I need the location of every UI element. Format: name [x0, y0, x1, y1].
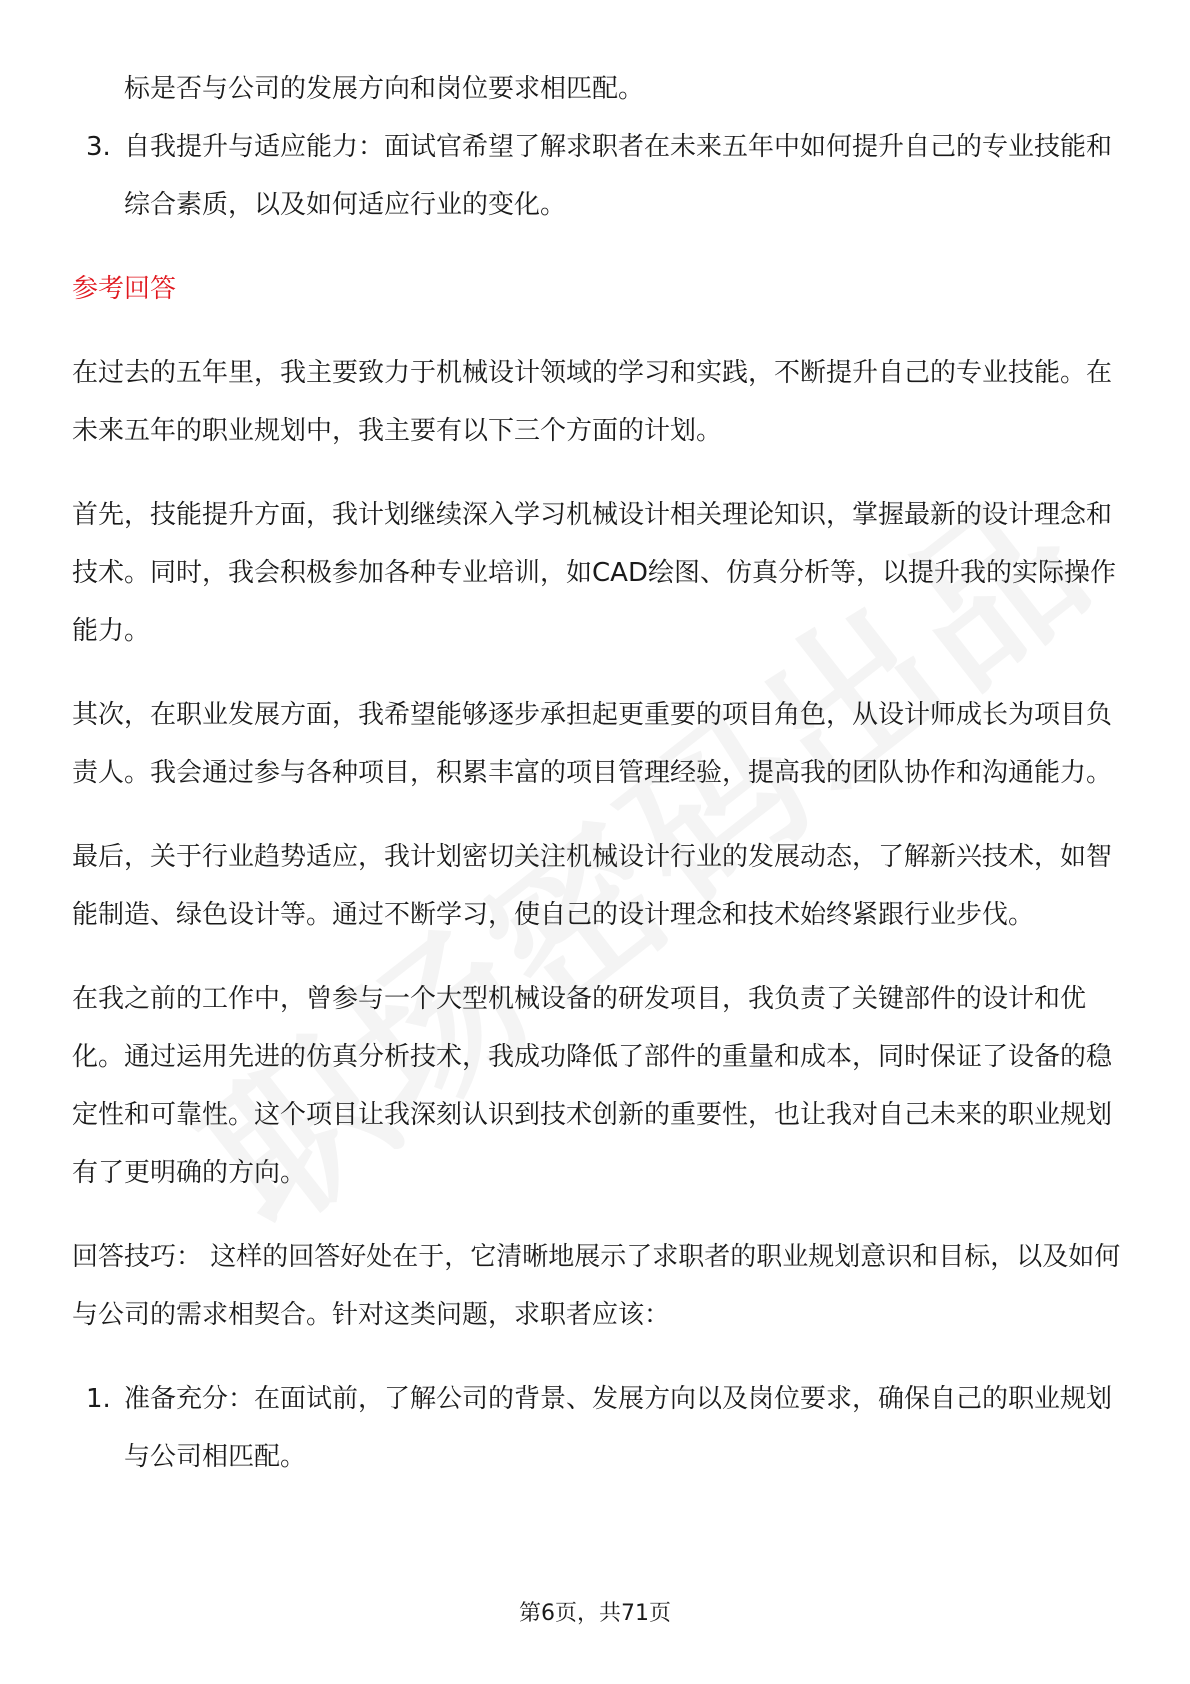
section-heading: 参考回答	[72, 274, 177, 304]
paragraph-2: 首先，技能提升方面，我计划继续深入学习机械设计相关理论知识，掌握最新的设计理念和技术。同时，我会积极参加各种专业培训，如CAD绘图、仿真分析等，以提升我的实际操作能力。	[72, 500, 1116, 646]
answer-tips-paragraph: 回答技巧： 这样的回答好处在于，它清晰地展示了求职者的职业规划意识和目标，以及如何与公司的需求相契合。针对这类问题，求职者应该：	[72, 1242, 1121, 1330]
list-item-text: 准备充分：在面试前，了解公司的背景、发展方向以及岗位要求，确保自己的职业规划与公司相匹配。	[124, 1384, 1113, 1472]
list-item-3	[72, 118, 1122, 234]
list-number: 1.	[86, 1384, 111, 1414]
paragraph-3: 其次，在职业发展方面，我希望能够逐步承担起更重要的项目角色，从设计师成长为项目负责人。我会通过参与各种项目，积累丰富的项目管理经验，提高我的团队协作和沟通能力。	[72, 700, 1113, 788]
list-item-1	[72, 1370, 1122, 1486]
paragraph-4: 最后，关于行业趋势适应，我计划密切关注机械设计行业的发展动态，了解新兴技术，如智能制造、绿色设计等。通过不断学习，使自己的设计理念和技术始终紧跟行业步伐。	[72, 842, 1113, 930]
list-item-continuation: 标是否与公司的发展方向和岗位要求相匹配。	[124, 74, 645, 104]
paragraph-5: 在我之前的工作中，曾参与一个大型机械设备的研发项目，我负责了关键部件的设计和优化。通过运用先进的仿真分析技术，我成功降低了部件的重量和成本，同时保证了设备的稳定性和可靠性。这个项目让我深刻认识到技术创新的重要性，也让我对自己未来的职业规划有了更明确的方向。	[72, 984, 1113, 1188]
paragraph-1: 在过去的五年里，我主要致力于机械设计领域的学习和实践，不断提升自己的专业技能。在未来五年的职业规划中，我主要有以下三个方面的计划。	[72, 358, 1113, 446]
page-content	[72, 60, 1122, 1486]
page-footer: 第6页，共71页	[519, 1601, 671, 1626]
list-number: 3.	[86, 132, 111, 162]
list-item-text: 自我提升与适应能力：面试官希望了解求职者在未来五年中如何提升自己的专业技能和综合素质，以及如何适应行业的变化。	[124, 132, 1113, 220]
